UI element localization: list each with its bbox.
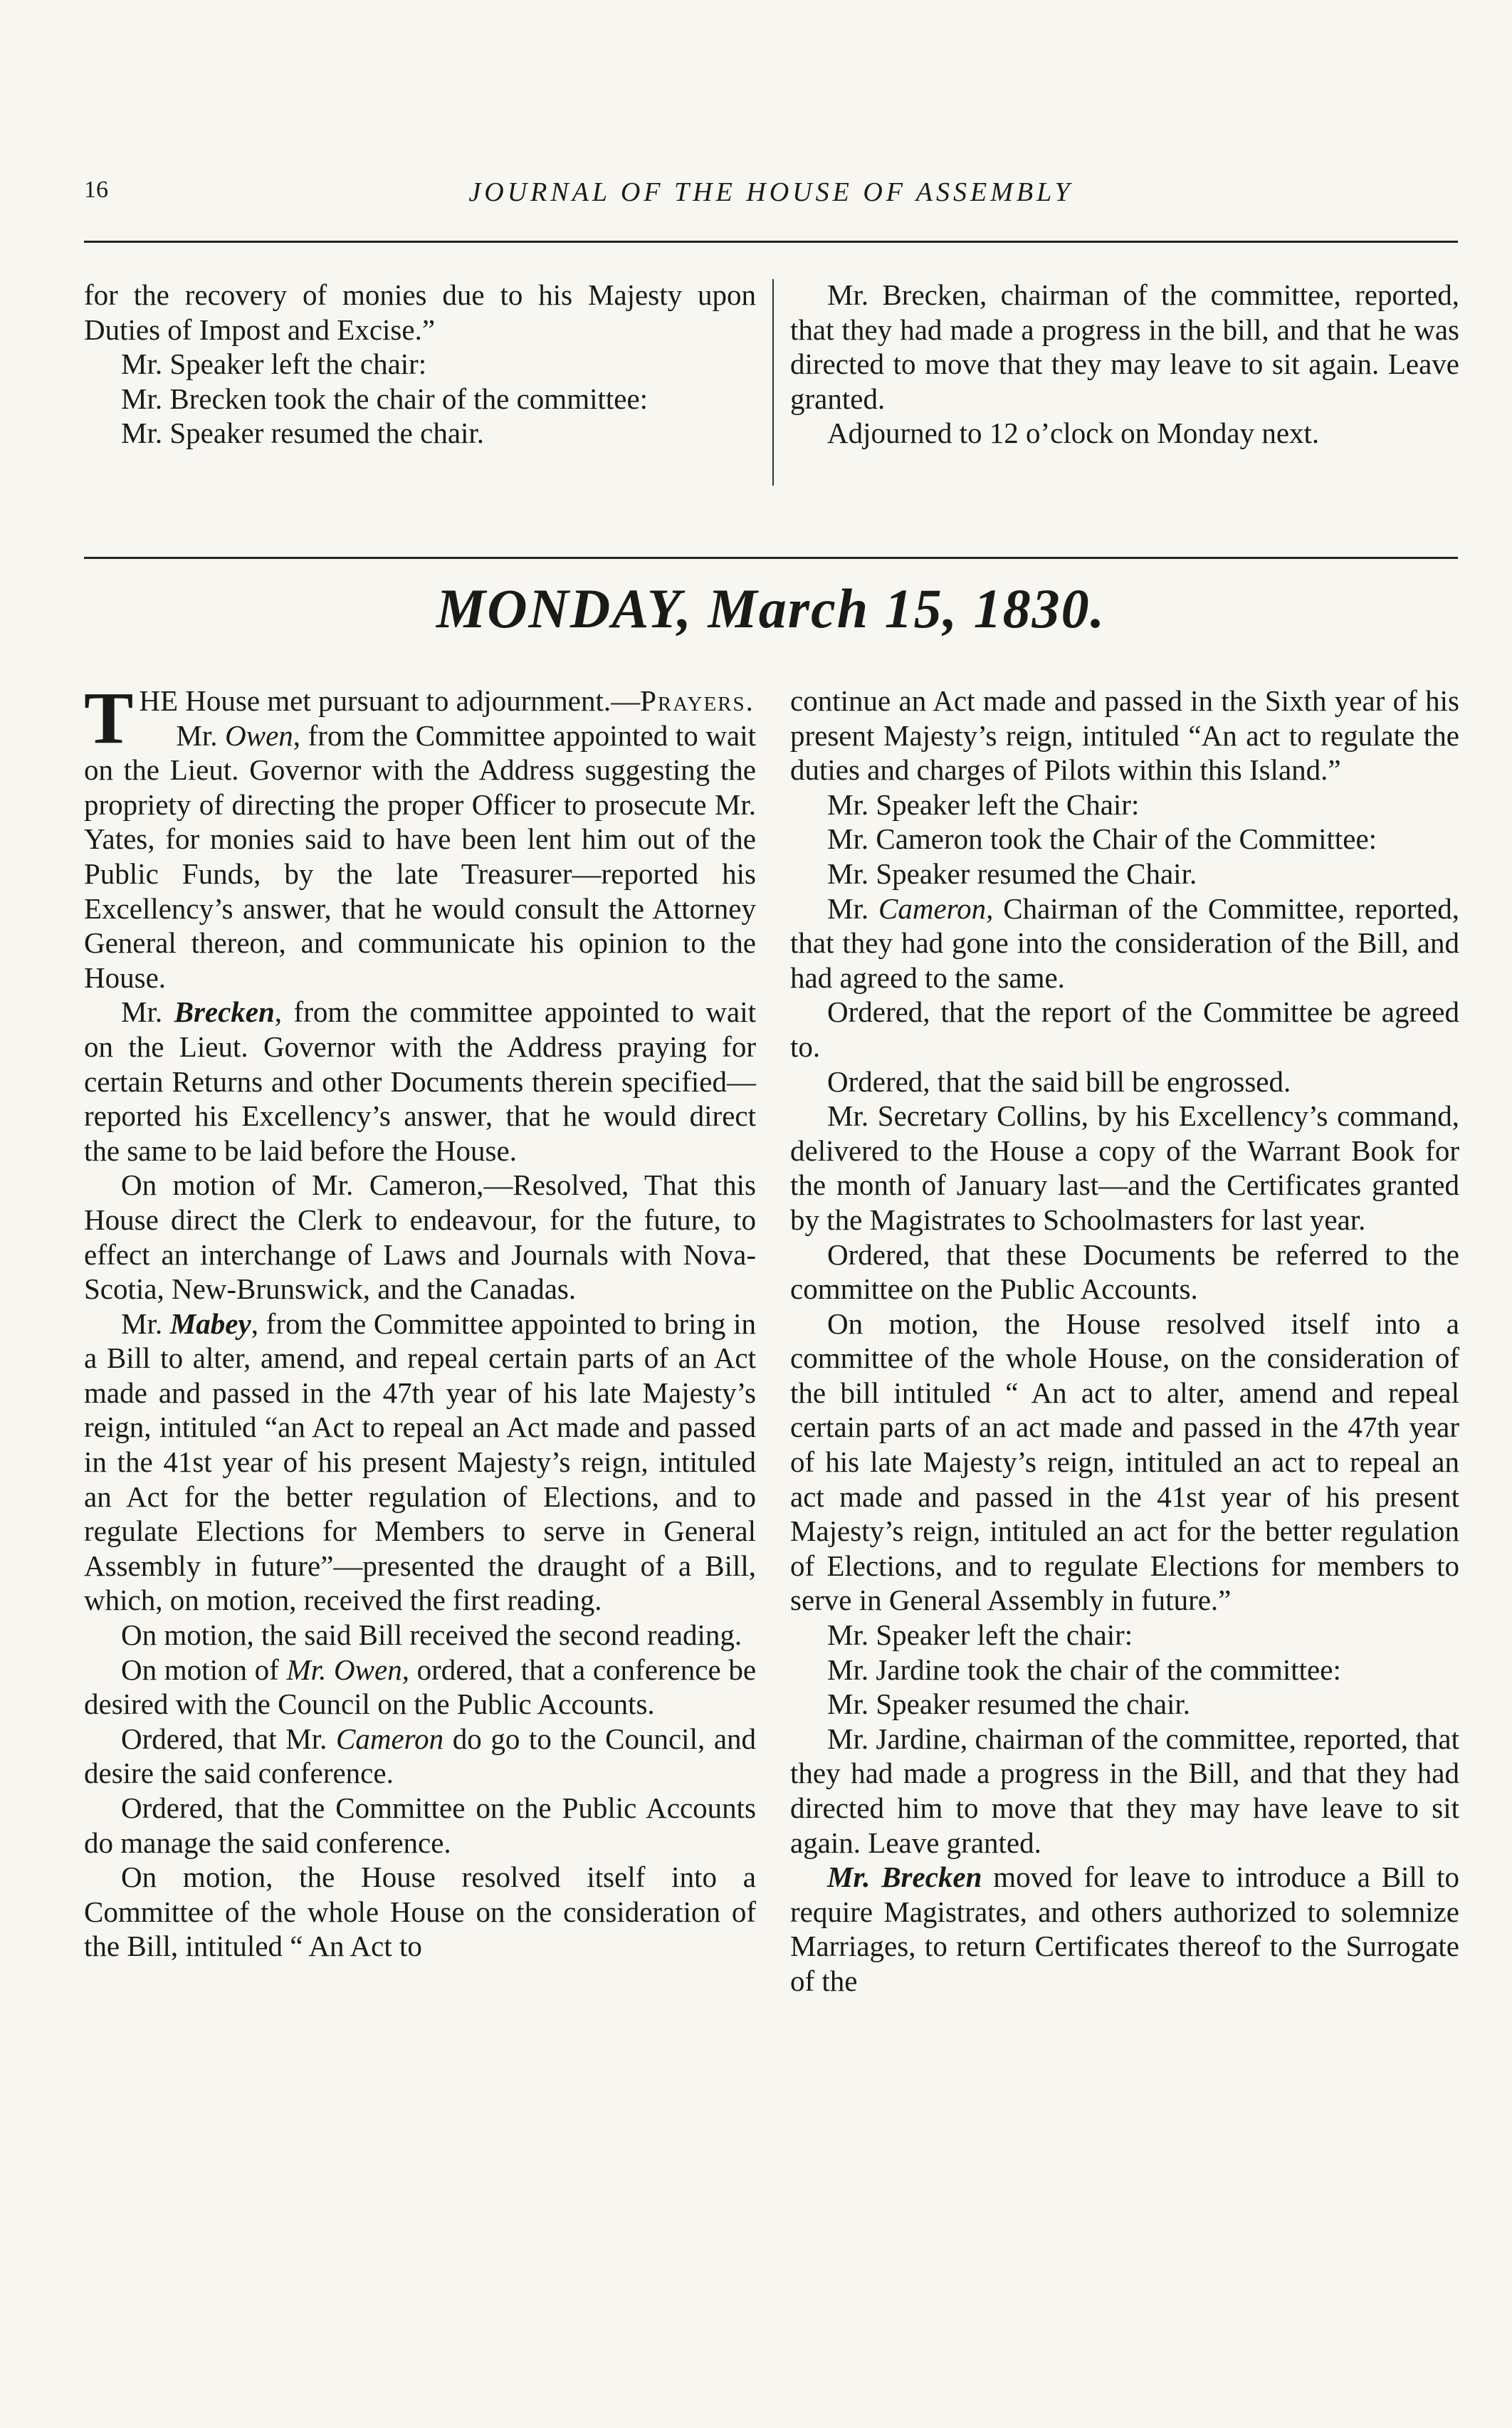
paragraph: Mr. Brecken took the chair of the committee: [121,382,649,415]
paragraph: Mr. Secretary Collins, by his Excellency’s command, delivered to the House a copy of the Warrant Book for the month of January last—and the Certificates granted by the Magistrates to Schoolmasters for last year. [790,1099,1459,1236]
speaker-name: Owen [225,718,293,752]
opening-text: HE House met pursuant to adjournment.— [139,684,641,717]
paragraph: On motion, the House resolved itself into a Committee of the whole House on the consideration of the Bill, intituled “ An Act to [84,1861,756,1963]
column-main-left [84,677,757,1964]
paragraph: On motion of Mr. Cameron,—Resolved, That this House direct the Clerk to endeavour, for the future, to effect an interchange of Laws and Journals with Nova-Scotia, New-Brunswick, and the Canadas. [84,1168,756,1306]
page-number: 16 [84,177,108,203]
paragraph: On motion, the House resolved itself into a committee of the whole House, on the consideration of the bill intituled “ An act to alter, amend and repeal certain parts of an act made and passed in the 47th year of his late Majesty’s reign, intituled an act to repeal an act made and passed in the 41st year of his present Majesty’s reign, intituled an act for the better regulation of Elections, and to regulate Elections for members to serve in General Assembly in future.” [790,1307,1459,1617]
paragraph: On motion of Mr. Owen, ordered, that a conference be desired with the Council on the Public Accounts. [84,1653,757,1721]
section-rule [84,557,1458,559]
drop-cap: T [84,677,134,759]
speaker-name: Brecken [174,995,275,1029]
paragraph: Ordered, that these Documents be referred to the committee on the Public Accounts. [790,1237,1459,1306]
paragraph: On motion, the said Bill received the second reading. [121,1618,742,1652]
paragraph: Mr. Brecken, from the committee appointed to wait on the Lieut. Governor with the Address praying for certain Returns and other Documents therein specified—reported his Excellency’s answer, that he would direct the same to be laid before the House. [84,995,756,1167]
paragraph: Mr. Speaker left the Chair: [827,787,1140,821]
paragraph: Ordered, that the report of the Committee be agreed to. [790,995,1459,1063]
column-top-right [790,278,1459,451]
paragraph: Mr. Brecken, chairman of the committee, reported, that they had made a progress in the bill, and that he was directed to move that they may leave to sit again. Leave granted. [790,278,1459,415]
adjournment-line: Adjourned to 12 o’clock on Monday next. [827,417,1320,450]
paragraph: Mr. Speaker left the chair: [827,1618,1133,1652]
paragraph: Mr. Cameron, Chairman of the Committee, reported, that they had gone into the consideration of the Bill, and had agreed to the same. [790,891,1459,994]
column-main-right [790,684,1459,1999]
speaker-name: Mr. Owen, [286,1653,409,1686]
speaker-name: Mr. Brecken [827,1861,982,1894]
paragraph: Mr. Brecken moved for leave to introduce a Bill to require Magistrates, and others authorized to solemnize Marriages, to return Certificates thereof to the Surrogate of the [790,1861,1459,1997]
paragraph: for the recovery of monies due to his Majesty upon Duties of Impost and Excise.” [84,278,756,346]
speaker-name: Mabey [169,1307,251,1340]
prayers-label: Prayers. [640,684,755,717]
column-divider [772,279,774,486]
speaker-name: Cameron, [878,891,994,925]
paragraph: Mr. Jardine, chairman of the committee, reported, that they had made a progress in the Bill, and that they had directed him to move that they may have leave to sit again. Leave granted. [790,1722,1459,1859]
paragraph: Mr. Owen, from the Committee appointed to wait on the Lieut. Governor with the Address suggesting the propriety of directing the proper Officer to prosecute Mr. Yates, for monies said to have been lent him out of the Public Funds, by the late Treasurer—reported his Excellency’s answer, that he would consult the Attorney General thereon, and communicate his opinion to the House. [84,718,756,994]
paragraph: Mr. Speaker resumed the chair. [827,1687,1191,1721]
paragraph: continue an Act made and passed in the Sixth year of his present Majesty’s reign, intituled “An act to regulate the duties and charges of Pilots within this Island.” [790,684,1459,787]
paragraph: Mr. Jardine took the chair of the committee: [827,1653,1341,1686]
paragraph: Mr. Speaker left the chair: [121,347,427,381]
paragraph: Mr. Mabey, from the Committee appointed to bring in a Bill to alter, amend, and repeal certain parts of an Act made and passed in the 47th year of his late Majesty’s reign, intituled “an Act to repeal an Act made and passed in the 41st year of his present Majesty’s reign, intituled an Act for the better regulation of Elections, and to regulate Elections for Members to serve in General Assembly in future”—presented the draught of a Bill, which, on motion, received the first reading. [84,1307,756,1617]
section-heading: MONDAY, March 15, 1830. [436,577,1106,639]
header-rule [84,241,1458,243]
paragraph: Mr. Speaker resumed the Chair. [827,857,1197,890]
paragraph: Ordered, that the said bill be engrossed. [827,1064,1291,1098]
paragraph: Mr. Cameron took the Chair of the Committee: [827,822,1377,856]
paragraph: Ordered, that Mr. Cameron do go to the Council, and desire the said conference. [84,1722,757,1790]
running-head [84,177,1458,219]
column-top-left [84,278,756,451]
paragraph: Ordered, that the Committee on the Public Accounts do manage the said conference. [84,1791,756,1859]
paragraph: Mr. Speaker resumed the chair. [121,417,485,450]
journal-title: JOURNAL OF THE HOUSE OF ASSEMBLY [468,177,1073,207]
speaker-name: Cameron [335,1722,444,1755]
